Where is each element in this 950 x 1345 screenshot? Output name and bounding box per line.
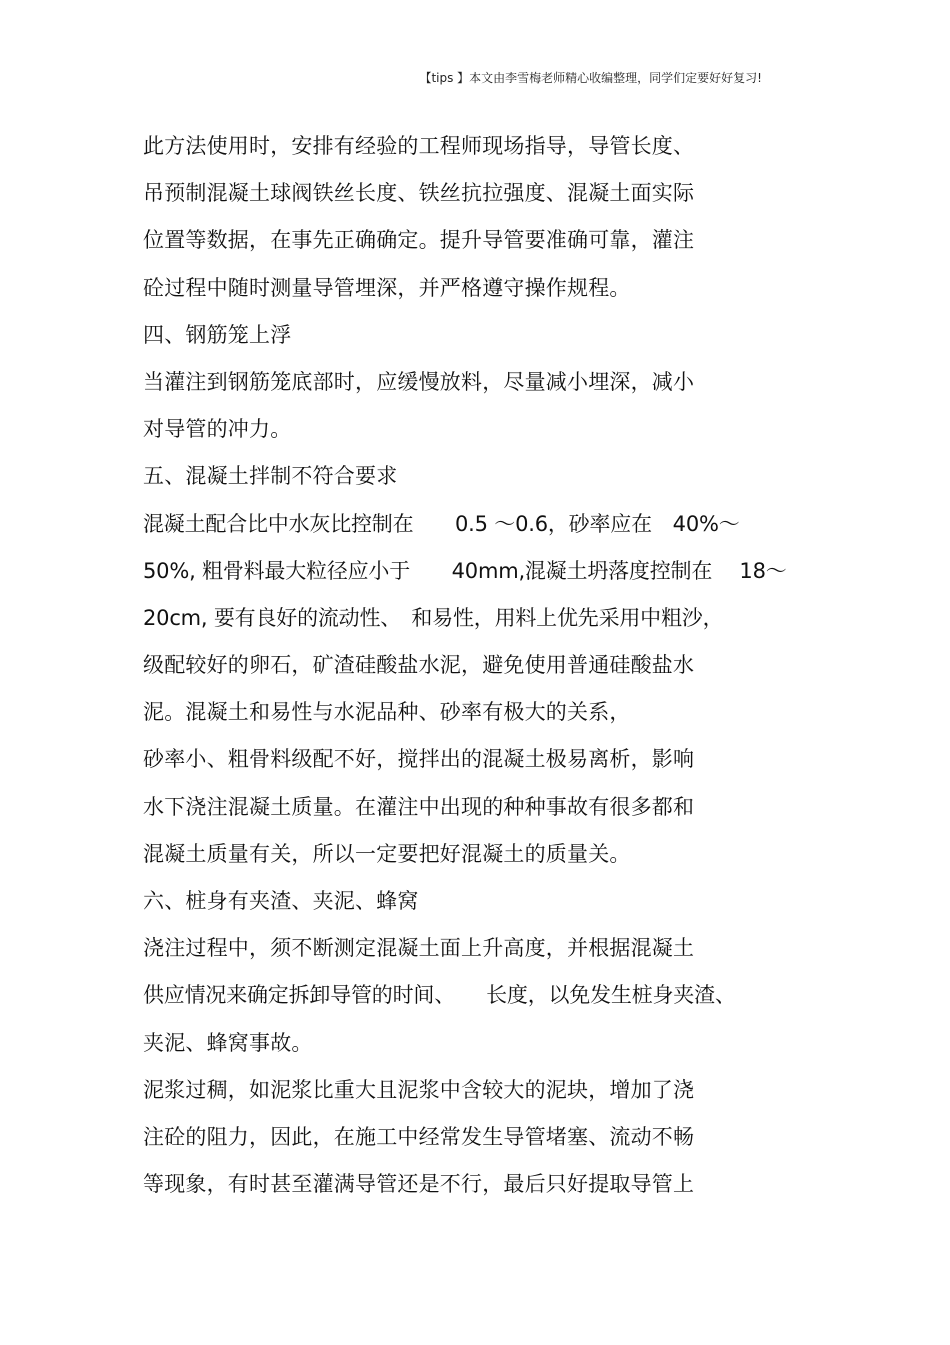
body-line: 位置等数据，在事先正确确定。提升导管要准确可靠，灌注 bbox=[143, 228, 695, 253]
body-line: 20cm, 要有良好的流动性、 和易性，用料上优先采用中粗沙， bbox=[143, 605, 724, 630]
body-line: 砂率小、粗骨料级配不好，搅拌出的混凝土极易离析，影响 bbox=[143, 747, 695, 772]
body-line: 混凝土质量有关，所以一定要把好混凝土的质量关。 bbox=[143, 841, 631, 866]
section-heading: 六、桩身有夹渣、夹泥、蜂窝 bbox=[143, 889, 419, 913]
body-line: 注砼的阻力，因此，在施工中经常发生导管堵塞、流动不畅 bbox=[143, 1124, 695, 1149]
section-heading: 五、混凝土拌制不符合要求 bbox=[143, 464, 398, 489]
body-line: 等现象，有时甚至灌满导管还是不行，最后只好提取导管上 bbox=[143, 1172, 695, 1197]
body-line: 50%, 粗骨料最大粒径应小于 40mm,混凝土坍落度控制在 18～ bbox=[143, 558, 787, 583]
body-line: 对导管的冲力。 bbox=[143, 417, 292, 442]
document-body bbox=[143, 126, 823, 1211]
body-line: 泥浆过稠，如泥浆比重大且泥浆中含较大的泥块，增加了浇 bbox=[143, 1077, 695, 1102]
body-line: 水下浇注混凝土质量。在灌注中出现的种种事故有很多都和 bbox=[143, 794, 695, 819]
body-line: 此方法使用时，安排有经验的工程师现场指导，导管长度、 bbox=[143, 134, 695, 158]
body-line: 泥。混凝土和易性与水泥品种、砂率有极大的关系， bbox=[143, 700, 631, 725]
body-line: 砼过程中随时测量导管埋深，并严格遵守操作规程。 bbox=[143, 275, 631, 300]
body-line: 供应情况来确定拆卸导管的时间、 长度，以免发生桩身夹渣、 bbox=[143, 983, 736, 1008]
body-line: 混凝土配合比中水灰比控制在 0.5 ～0.6，砂率应在 40%～ bbox=[143, 511, 740, 536]
section-heading: 四、钢筋笼上浮 bbox=[143, 322, 292, 347]
body-line: 浇注过程中，须不断测定混凝土面上升高度，并根据混凝土 bbox=[143, 936, 695, 961]
body-line: 级配较好的卵石，矿渣硅酸盐水泥，避免使用普通硅酸盐水 bbox=[143, 653, 695, 678]
header-tip-note: 【tips 】本文由李雪梅老师精心收编整理，同学们定要好好复习! bbox=[419, 71, 762, 85]
body-line: 吊预制混凝土球阀铁丝长度、铁丝抗拉强度、混凝土面实际 bbox=[143, 181, 695, 206]
body-line: 当灌注到钢筋笼底部时，应缓慢放料，尽量减小埋深，减小 bbox=[143, 369, 695, 394]
body-line: 夹泥、蜂窝事故。 bbox=[143, 1030, 313, 1055]
